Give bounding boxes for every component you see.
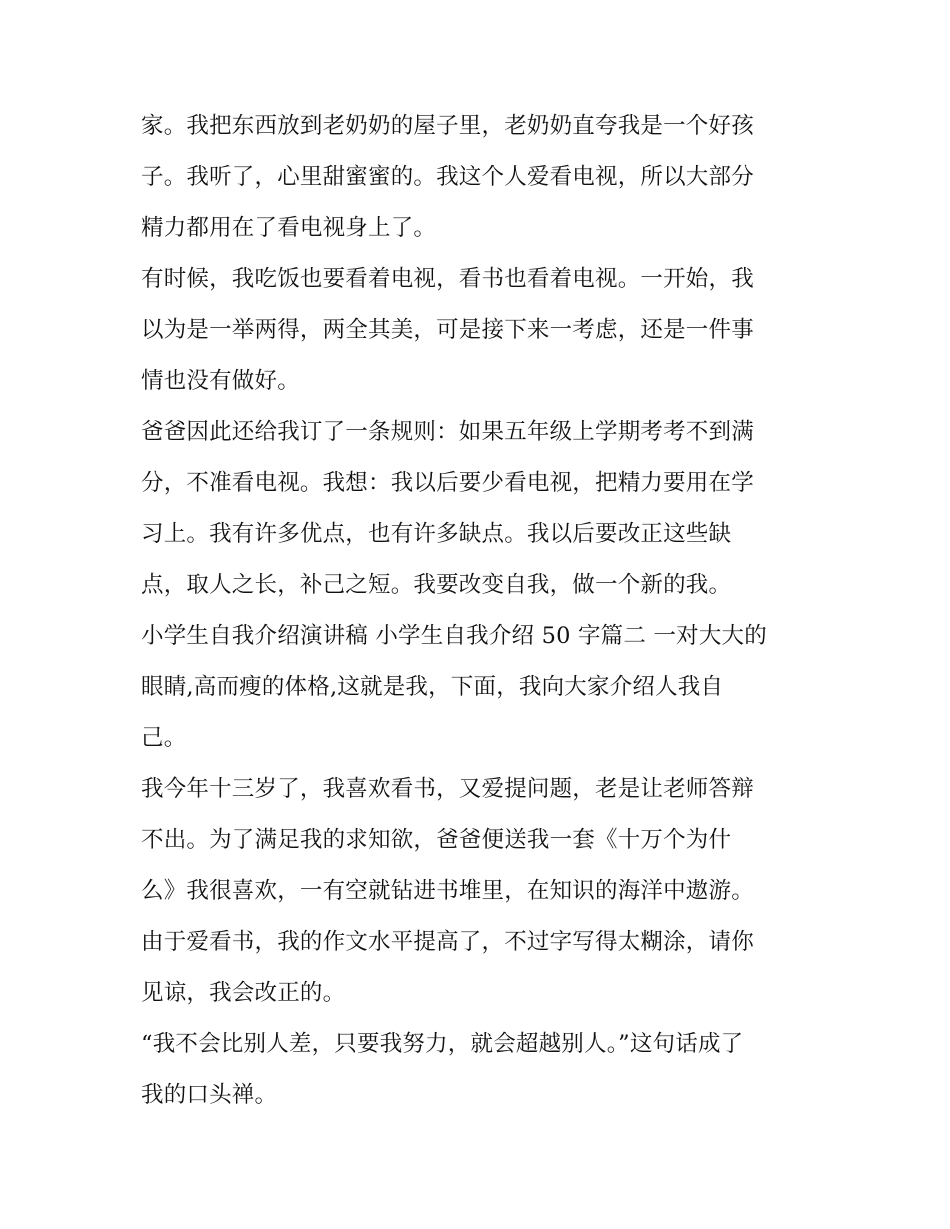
text-line: 己。 [141,725,187,751]
text-line: 不出。为了满足我的求知欲，爸爸便送我一套《十万个为什 [141,827,732,853]
text-line: 有时候，我吃饭也要看着电视，看书也看着电视。一开始，我 [141,266,754,292]
text-line: 眼睛,高而瘦的体格,这就是我，下面，我向大家介绍人我自 [141,674,724,700]
text-line: 我今年十三岁了，我喜欢看书，又爱提问题，老是让老师答辩 [141,776,754,802]
text-line: “我不会比别人差，只要我努力，就会超越别人。”这句话成了 [141,1031,744,1057]
text-line: 习上。我有许多优点，也有许多缺点。我以后要改正这些缺 [141,521,732,547]
text-line: 情也没有做好。 [141,368,300,394]
text-line: 么》我很喜欢，一有空就钻进书堆里，在知识的海洋中遨游。 [141,878,754,904]
text-line: 家。我把东西放到老奶奶的屋子里，老奶奶直夸我是一个好孩 [141,113,754,139]
text-line: 见谅，我会改正的。 [141,980,346,1006]
text-line: 小学生自我介绍演讲稿 小学生自我介绍 50 字篇二 一对大大的 [141,623,767,649]
text-line: 点，取人之长，补己之短。我要改变自我，做一个新的我。 [141,572,732,598]
text-line: 精力都用在了看电视身上了。 [141,215,437,241]
text-line: 以为是一举两得，两全其美，可是接下来一考虑，还是一件事 [141,317,754,343]
text-line: 爸爸因此还给我订了一条规则：如果五年级上学期考考不到满 [141,419,754,445]
document-body [141,101,821,1121]
text-line: 子。我听了，心里甜蜜蜜的。我这个人爱看电视，所以大部分 [141,164,754,190]
text-line: 由于爱看书，我的作文水平提高了，不过字写得太糊涂，请你 [141,929,754,955]
text-line: 分，不准看电视。我想：我以后要少看电视，把精力要用在学 [141,470,754,496]
text-line: 我的口头禅。 [141,1082,278,1108]
